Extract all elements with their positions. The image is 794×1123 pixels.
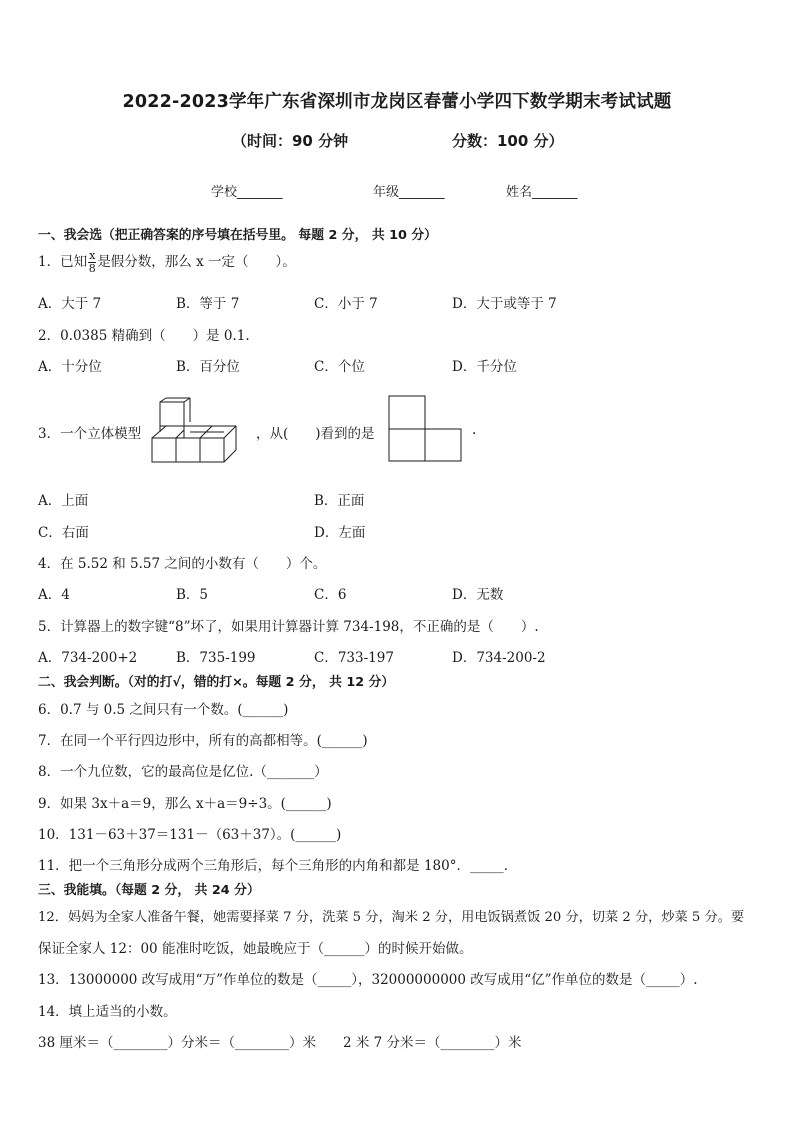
q3-option-c: C．右面 <box>38 525 89 541</box>
q3-option-a: A．上面 <box>38 493 89 509</box>
depth-edge <box>176 430 184 438</box>
view-square-top <box>389 396 425 429</box>
q3-option-b: B．正面 <box>314 493 365 509</box>
question-6: 6．0.7 与 0.5 之间只有一个数。(______) <box>38 702 289 718</box>
question-5: 5．计算器上的数字键“8”坏了，如果用计算器计算 734-198，不正确的是（ ）. <box>38 619 539 635</box>
bottom-cube-3 <box>200 438 224 462</box>
q4-option-d: D．无数 <box>452 587 504 603</box>
q2-option-c: C．个位 <box>314 359 365 375</box>
q5-option-b: B．735-199 <box>176 650 256 666</box>
page-title: 2022-2023学年广东省深圳市龙岗区春蕾小学四下数学期末考试试题 <box>122 92 672 112</box>
question-9: 9．如果 3x＋a＝9，那么 x＋a＝9÷3。(______) <box>38 796 332 812</box>
question-11: 11．把一个三角形分成两个三角形后，每个三角形的内角和都是 180°．_____． <box>38 858 518 874</box>
frac-numerator: x <box>89 249 96 262</box>
q3-prefix: 3．一个立体模型 <box>38 426 142 442</box>
name-field: 姓名_______ <box>506 185 578 200</box>
q2-option-d: D．千分位 <box>452 359 517 375</box>
question-13: 13．13000000 改写成用“万”作单位的数是（_____），32000000000 改写成用“亿”作单位的数是（_____）. <box>38 972 698 988</box>
grade-field: 年级_______ <box>373 185 445 200</box>
q2-option-a: A．十分位 <box>38 359 102 375</box>
view-square-bottom-right <box>425 429 461 461</box>
frac-denominator: 8 <box>88 262 96 275</box>
school-field: 学校_______ <box>211 185 283 200</box>
depth-edge <box>224 426 236 438</box>
q4-option-b: B．5 <box>176 587 209 603</box>
depth-edge <box>152 426 166 438</box>
question-4: 4．在 5.52 和 5.57 之间的小数有（ ）个。 <box>38 556 327 572</box>
q1-option-a: A．大于 7 <box>38 296 102 312</box>
question-7: 7．在同一个平行四边形中，所有的高都相等。(______) <box>38 733 368 749</box>
q1-prefix: 1．已知 <box>38 254 88 270</box>
question-12-line1: 12．妈妈为全家人准备午餐，她需要择菜 7 分，洗菜 5 分，淘米 2 分，用电饭锅煮饭 20 分，切菜 2 分，炒菜 5 分。要 <box>38 910 745 925</box>
section3-heading: 三、我能填。（每题 2 分， 共 24 分） <box>38 883 260 898</box>
section2-heading: 二、我会判断。（对的打√，错的打×。每题 2 分， 共 12 分） <box>38 675 395 690</box>
exam-score: 分数：100 分） <box>452 132 564 150</box>
bottom-cube-2 <box>176 438 200 462</box>
top-cube-edge <box>184 398 190 402</box>
q5-option-d: D．734-200-2 <box>452 650 546 666</box>
q4-option-c: C．6 <box>314 587 347 603</box>
q3-suffix: . <box>472 422 477 438</box>
q1-option-d: D．大于或等于 7 <box>452 296 557 312</box>
fraction-x-over-8 <box>88 250 96 275</box>
q3-middle: ，从( )看到的是 <box>256 426 375 442</box>
q4-option-a: A．4 <box>38 587 70 603</box>
q3-option-d: D．左面 <box>314 525 366 541</box>
question-8: 8．一个九位数，它的最高位是亿位.（_______） <box>38 764 328 780</box>
bottom-cube-1 <box>152 438 176 462</box>
question-12-line2: 保证全家人 12：00 能准时吃饭，她最晚应于（______）的时候开始做。 <box>38 941 473 957</box>
section1-heading: 一、我会选（把正确答案的序号填在括号里。 每题 2 分， 共 10 分） <box>38 228 437 243</box>
q5-option-c: C．733-197 <box>314 650 394 666</box>
side-edge <box>224 450 236 462</box>
top-cube-edge <box>160 398 166 402</box>
question-10: 10．131－63＋37＝131－（63＋37）。(______) <box>38 827 342 843</box>
question-14: 14．填上适当的小数。 <box>38 1004 177 1020</box>
q2-option-b: B．百分位 <box>176 359 240 375</box>
question-2: 2．0.0385 精确到（ ）是 0.1. <box>38 328 250 344</box>
q1-suffix: 是假分数，那么 x 一定（ ）。 <box>97 254 296 270</box>
q5-option-a: A．734-200+2 <box>38 650 138 666</box>
view-shape-figure <box>388 395 464 463</box>
top-cube-front <box>160 402 184 426</box>
q1-option-c: C．小于 7 <box>314 296 378 312</box>
q1-option-b: B．等于 7 <box>176 296 240 312</box>
view-square-bottom-left <box>389 429 425 461</box>
question-1 <box>38 250 296 275</box>
question-14-blanks: 38 厘米＝（________）分米＝（________）米 2 米 7 分米＝（________）米 <box>38 1035 522 1051</box>
exam-time: （时间：90 分钟 <box>232 132 349 150</box>
cube-model-figure <box>150 396 242 464</box>
